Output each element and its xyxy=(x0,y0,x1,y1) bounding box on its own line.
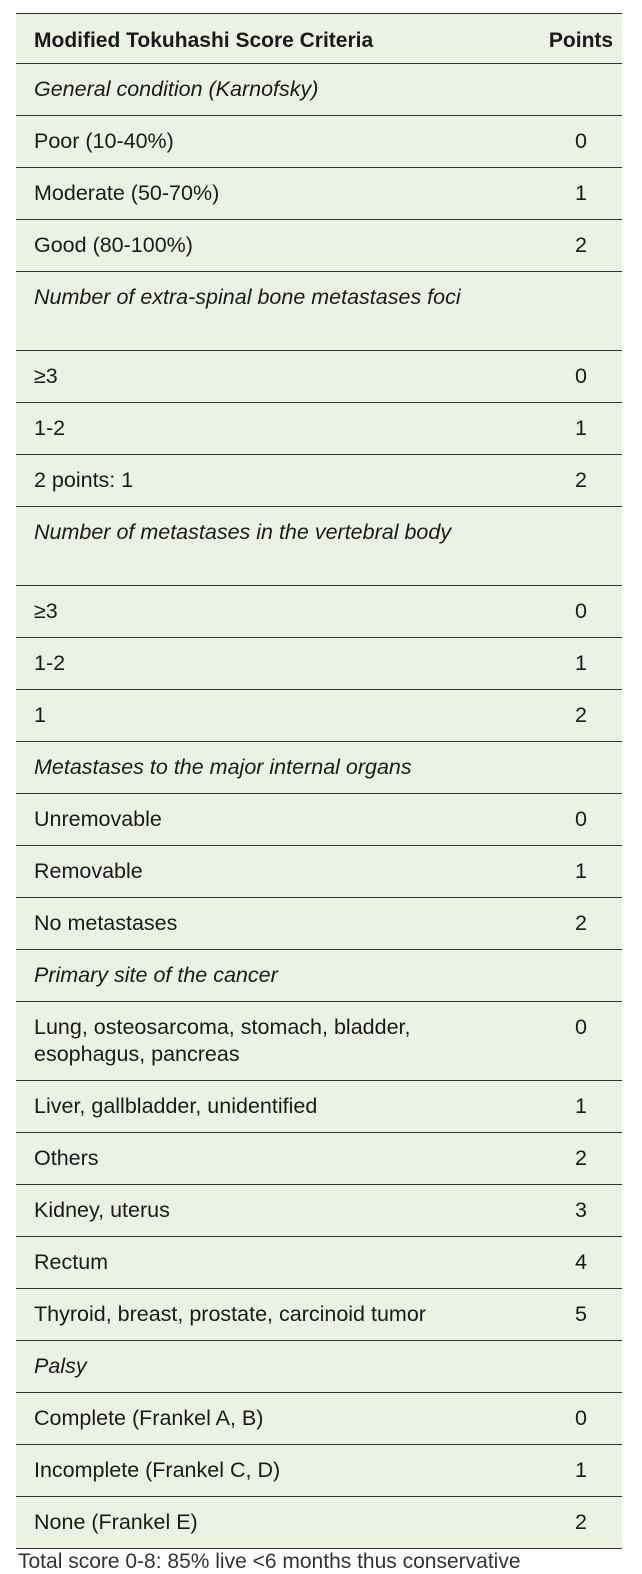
section-row xyxy=(16,1341,622,1393)
criterion-label: Rectum xyxy=(34,1250,109,1274)
criterion-label: Others xyxy=(34,1146,99,1170)
criterion-label: Complete (Frankel A, B) xyxy=(34,1406,264,1430)
table-row xyxy=(16,1002,622,1081)
section-label: Number of extra-spinal bone metastases foci xyxy=(34,285,461,309)
points-value: 4 xyxy=(575,1250,587,1274)
criterion-label: Liver, gallbladder, unidentified xyxy=(34,1094,318,1118)
table-row xyxy=(16,455,622,507)
criterion-label: Incomplete (Frankel C, D) xyxy=(34,1458,281,1482)
points-value: 1 xyxy=(575,651,587,675)
table-row xyxy=(16,1289,622,1341)
section-label: General condition (Karnofsky) xyxy=(34,77,319,101)
points-value: 1 xyxy=(575,1458,587,1482)
points-value: 0 xyxy=(575,1406,587,1430)
table-row xyxy=(16,1237,622,1289)
criterion-label: Poor (10-40%) xyxy=(34,129,174,153)
points-value: 1 xyxy=(575,859,587,883)
table-row xyxy=(16,220,622,272)
points-value: 3 xyxy=(575,1198,587,1222)
points-value: 2 xyxy=(575,703,587,727)
points-value: 2 xyxy=(575,1510,587,1534)
criterion-label: 1-2 xyxy=(34,416,66,440)
footer-note: Total score 0-8: 85% live <6 months thus conservative xyxy=(18,1550,521,1573)
section-label: Primary site of the cancer xyxy=(34,963,278,987)
points-value xyxy=(540,272,622,296)
criterion-label: 1-2 xyxy=(34,651,66,675)
table-row xyxy=(16,1393,622,1445)
criterion-label: Moderate (50-70%) xyxy=(34,181,220,205)
points-value: 1 xyxy=(575,181,587,205)
section-label: Metastases to the major internal organs xyxy=(34,755,412,779)
points-value xyxy=(540,1341,622,1365)
table-row xyxy=(16,168,622,220)
table-row xyxy=(16,586,622,638)
criterion-label: ≥3 xyxy=(34,364,58,388)
points-value: 2 xyxy=(575,911,587,935)
header-points: Points xyxy=(548,29,614,52)
section-row xyxy=(16,742,622,794)
section-row xyxy=(16,507,622,586)
criterion-label: ≥3 xyxy=(34,599,58,623)
table-row xyxy=(16,1185,622,1237)
criterion-label: Good (80-100%) xyxy=(34,233,193,257)
table-row xyxy=(16,116,622,168)
points-value xyxy=(540,64,622,88)
section-label: Number of metastases in the vertebral body xyxy=(34,520,452,544)
points-value: 2 xyxy=(575,233,587,257)
points-value xyxy=(540,507,622,531)
table-row xyxy=(16,690,622,742)
points-value: 0 xyxy=(575,129,587,153)
criterion-label: Kidney, uterus xyxy=(34,1198,170,1222)
criterion-label: Removable xyxy=(34,859,143,883)
points-value: 0 xyxy=(575,807,587,831)
criterion-label: Thyroid, breast, prostate, carcinoid tumor xyxy=(34,1302,426,1326)
points-value: 0 xyxy=(575,364,587,388)
table-row xyxy=(16,403,622,455)
points-value: 0 xyxy=(575,1015,587,1039)
points-value: 2 xyxy=(575,468,587,492)
criterion-label: Unremovable xyxy=(34,807,162,831)
table-row xyxy=(16,898,622,950)
points-value: 5 xyxy=(575,1302,587,1326)
tokuhashi-table xyxy=(16,13,622,1549)
points-value: 1 xyxy=(575,1094,587,1118)
criterion-label: No metastases xyxy=(34,911,178,935)
table-row xyxy=(16,351,622,403)
points-value: 2 xyxy=(575,1146,587,1170)
section-row xyxy=(16,950,622,1002)
table-row xyxy=(16,1133,622,1185)
table-row xyxy=(16,1445,622,1497)
points-value xyxy=(540,742,622,766)
points-value: 0 xyxy=(575,599,587,623)
table-row xyxy=(16,794,622,846)
criterion-label: Lung, osteosarcoma, stomach, bladder, esophagus, pancreas xyxy=(34,1015,411,1066)
table-body xyxy=(16,64,622,1549)
table-row xyxy=(16,846,622,898)
points-value xyxy=(540,950,622,974)
section-label: Palsy xyxy=(34,1354,87,1378)
table-row xyxy=(16,1081,622,1133)
table-header-row xyxy=(16,14,622,64)
section-row xyxy=(16,272,622,351)
points-value: 1 xyxy=(575,416,587,440)
section-row xyxy=(16,64,622,116)
criterion-label: 2 points: 1 xyxy=(34,468,134,492)
criterion-label: None (Frankel E) xyxy=(34,1510,198,1534)
header-criteria: Modified Tokuhashi Score Criteria xyxy=(34,29,374,52)
table-row xyxy=(16,638,622,690)
table-row xyxy=(16,1497,622,1549)
criterion-label: 1 xyxy=(34,703,46,727)
